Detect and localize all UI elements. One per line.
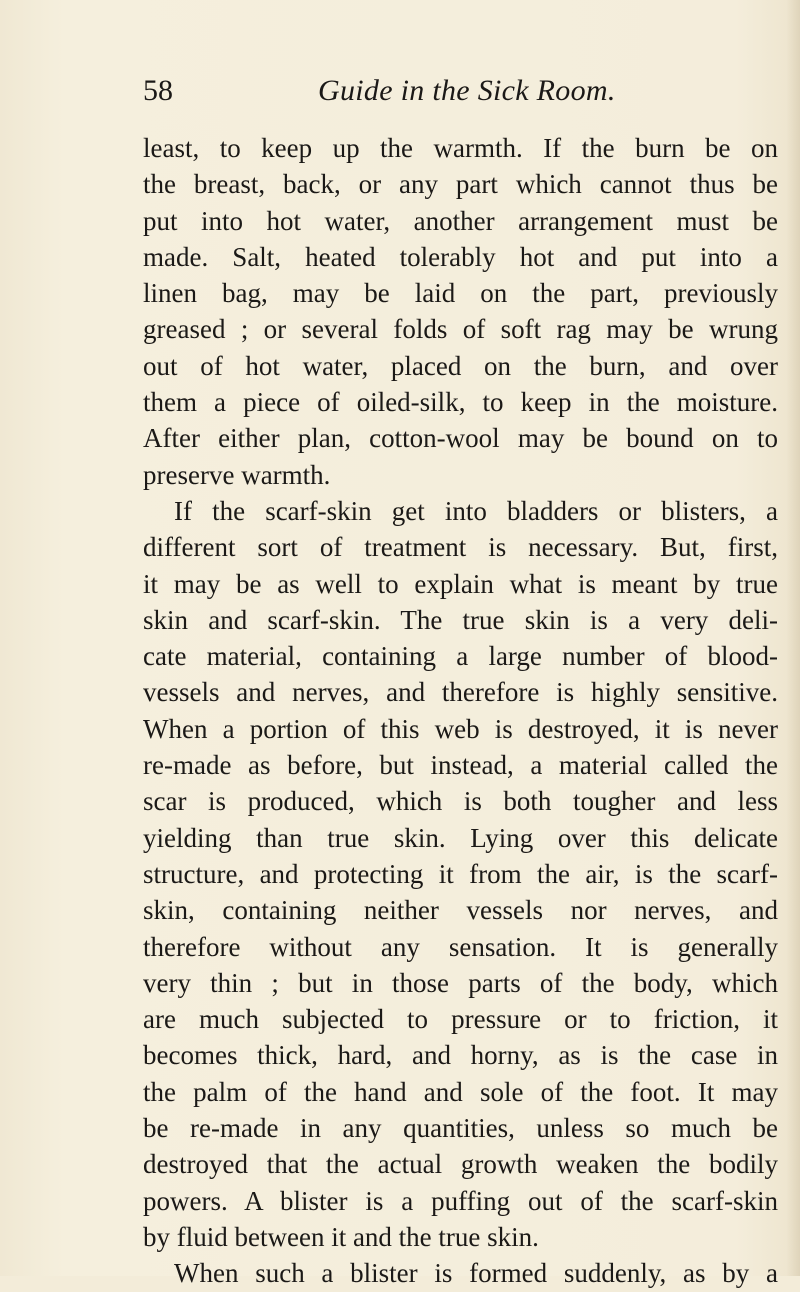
- text-line: structure, and protecting it from the air, is the scarf-: [143, 858, 778, 889]
- text-line: skin and scarf-skin. The true skin is a very deli-: [143, 604, 778, 635]
- text-line: the palm of the hand and sole of the foot. It may: [143, 1076, 778, 1107]
- text-line: by fluid between it and the true skin.: [143, 1221, 539, 1252]
- text-line: linen bag, may be laid on the part, previously: [143, 278, 778, 309]
- text-line: are much subjected to pressure or to friction, it: [143, 1004, 778, 1035]
- page-edge-shadow: [786, 0, 800, 1276]
- text-line: very thin ; but in those parts of the body, which: [143, 967, 778, 998]
- text-line: out of hot water, placed on the burn, and over: [143, 350, 778, 381]
- text-line: therefore without any sensation. It is generally: [143, 931, 778, 962]
- text-line: becomes thick, hard, and horny, as is the case in: [143, 1040, 778, 1071]
- text-line: be re-made in any quantities, unless so much be: [143, 1113, 778, 1144]
- text-line: them a piece of oiled-silk, to keep in the moisture.: [143, 387, 778, 418]
- text-line: re-made as before, but instead, a material called the: [143, 750, 778, 781]
- text-line: made. Salt, heated tolerably hot and put into a: [143, 241, 778, 272]
- text-line: least, to keep up the warmth. If the burn be on: [143, 133, 778, 163]
- text-line: destroyed that the actual growth weaken the bodily: [143, 1149, 778, 1180]
- text-line: After either plan, cotton-wool may be bound on to: [143, 423, 778, 454]
- text-line: skin, containing neither vessels nor nerves, and: [143, 895, 778, 926]
- text-line: cate material, containing a large number of blood-: [143, 641, 778, 672]
- page-number: 58: [143, 74, 173, 107]
- text-line: yielding than true skin. Lying over this delicate: [143, 822, 778, 853]
- text-line: put into hot water, another arrangement must be: [143, 205, 778, 236]
- text-line: When such a blister is formed suddenly, as by a: [174, 1258, 778, 1289]
- text-line: greased ; or several folds of soft rag may be wrung: [143, 314, 778, 345]
- text-line: scar is produced, which is both tougher and less: [143, 786, 778, 817]
- text-line: the breast, back, or any part which cannot thus be: [143, 169, 778, 200]
- running-head: [143, 76, 778, 116]
- text-line: different sort of treatment is necessary. But, first,: [143, 532, 778, 563]
- text-line: it may be as well to explain what is meant by true: [143, 568, 778, 599]
- running-title: Guide in the Sick Room.: [318, 74, 616, 107]
- text-line: If the scarf-skin get into bladders or blisters, a: [174, 495, 778, 526]
- text-line: When a portion of this web is destroyed, it is never: [143, 713, 778, 744]
- text-line: preserve warmth.: [143, 459, 331, 490]
- body-text: [143, 130, 778, 1292]
- text-line: vessels and nerves, and therefore is highly sensitive.: [143, 677, 778, 708]
- text-line: powers. A blister is a puffing out of the scarf-skin: [143, 1185, 778, 1216]
